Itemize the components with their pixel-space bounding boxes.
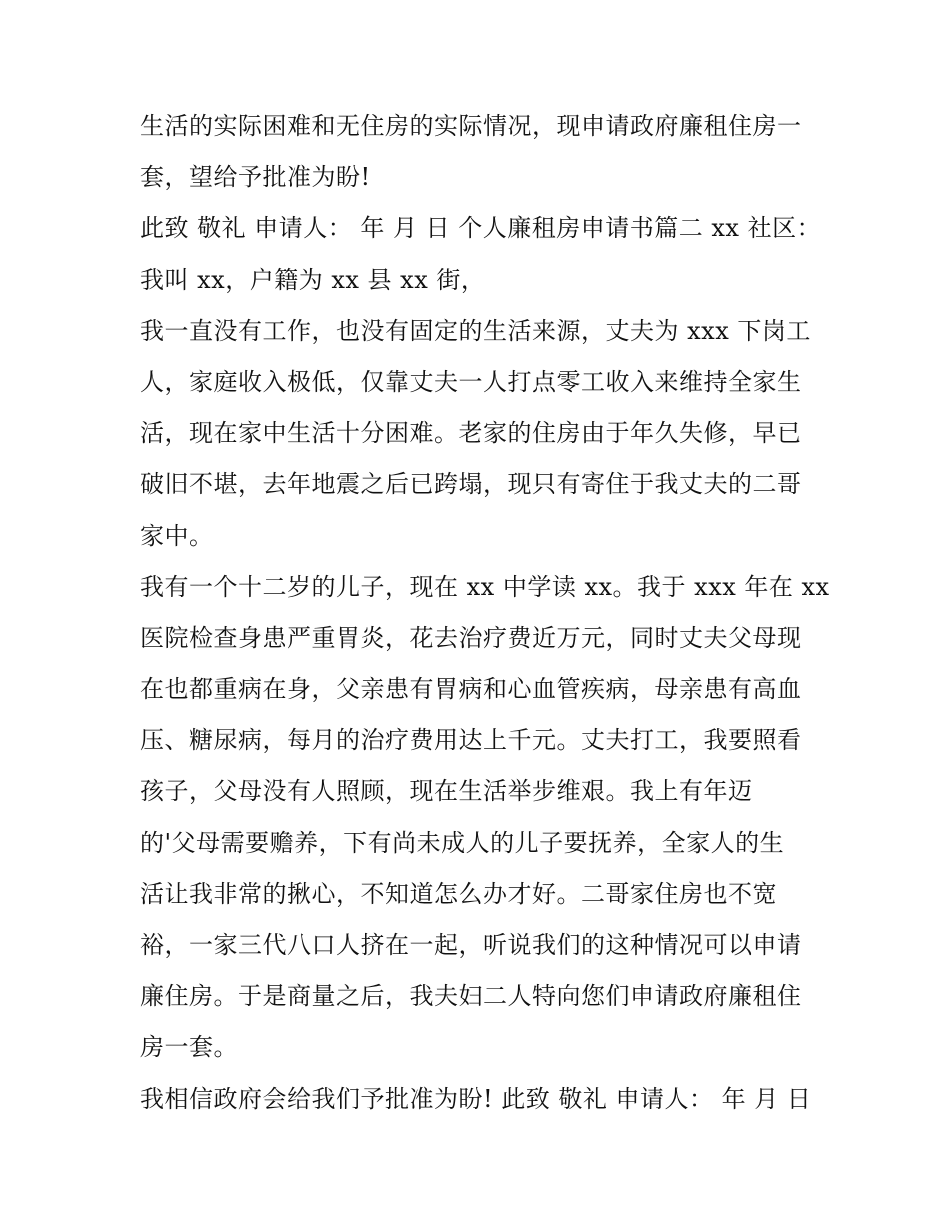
text-line: 活让我非常的揪心，不知道怎么办才好。二哥家住房也不宽 bbox=[140, 879, 777, 908]
text-line: 人，家庭收入极低，仅靠丈夫一人打点零工收入来维持全家生 bbox=[140, 367, 802, 396]
text-line: 破旧不堪，去年地震之后已跨塌，现只有寄住于我丈夫的二哥 bbox=[140, 470, 802, 499]
text-line: 此致 敬礼 申请人： 年 月 日 个人廉租房申请书篇二 xx 社区： bbox=[140, 214, 822, 243]
text-line: 生活的实际困难和无住房的实际情况，现申请政府廉租住房一 bbox=[140, 112, 802, 140]
text-line: 在也都重病在身，父亲患有胃病和心血管疾病，母亲患有高血 bbox=[140, 675, 802, 704]
text-line: 套，望给予批准为盼! bbox=[140, 163, 371, 192]
text-line: 我一直没有工作，也没有固定的生活来源，丈夫为 xxx 下岗工 bbox=[140, 316, 811, 345]
text-line: 裕，一家三代八口人挤在一起，听说我们的这种情况可以申请 bbox=[140, 931, 802, 959]
text-line: 廉住房。于是商量之后，我夫妇二人特向您们申请政府廉租住 bbox=[140, 982, 802, 1011]
text-line: 房一套。 bbox=[140, 1033, 238, 1062]
text-line: 家中。 bbox=[140, 521, 214, 550]
text-line: 压、糖尿病，每月的治疗费用达上千元。丈夫打工，我要照看 bbox=[140, 726, 802, 755]
text-line: 活，现在家中生活十分困难。老家的住房由于年久失修，早已 bbox=[140, 419, 802, 448]
text-line: 我有一个十二岁的儿子，现在 xx 中学读 xx。我于 xxx 年在 xx bbox=[140, 572, 830, 601]
text-line: 孩子，父母没有人照顾，现在生活举步维艰。我上有年迈 bbox=[140, 777, 753, 806]
text-line: 我叫 xx，户籍为 xx 县 xx 街， bbox=[140, 265, 486, 294]
text-line: 的'父母需要赡养，下有尚未成人的儿子要抚养，全家人的生 bbox=[140, 828, 785, 857]
document-body bbox=[140, 101, 830, 1125]
text-line: 我相信政府会给我们予批准为盼! 此致 敬礼 申请人： 年 月 日 bbox=[140, 1084, 812, 1113]
text-line: 医院检查身患严重胃炎，花去治疗费近万元，同时丈夫父母现 bbox=[140, 623, 802, 652]
